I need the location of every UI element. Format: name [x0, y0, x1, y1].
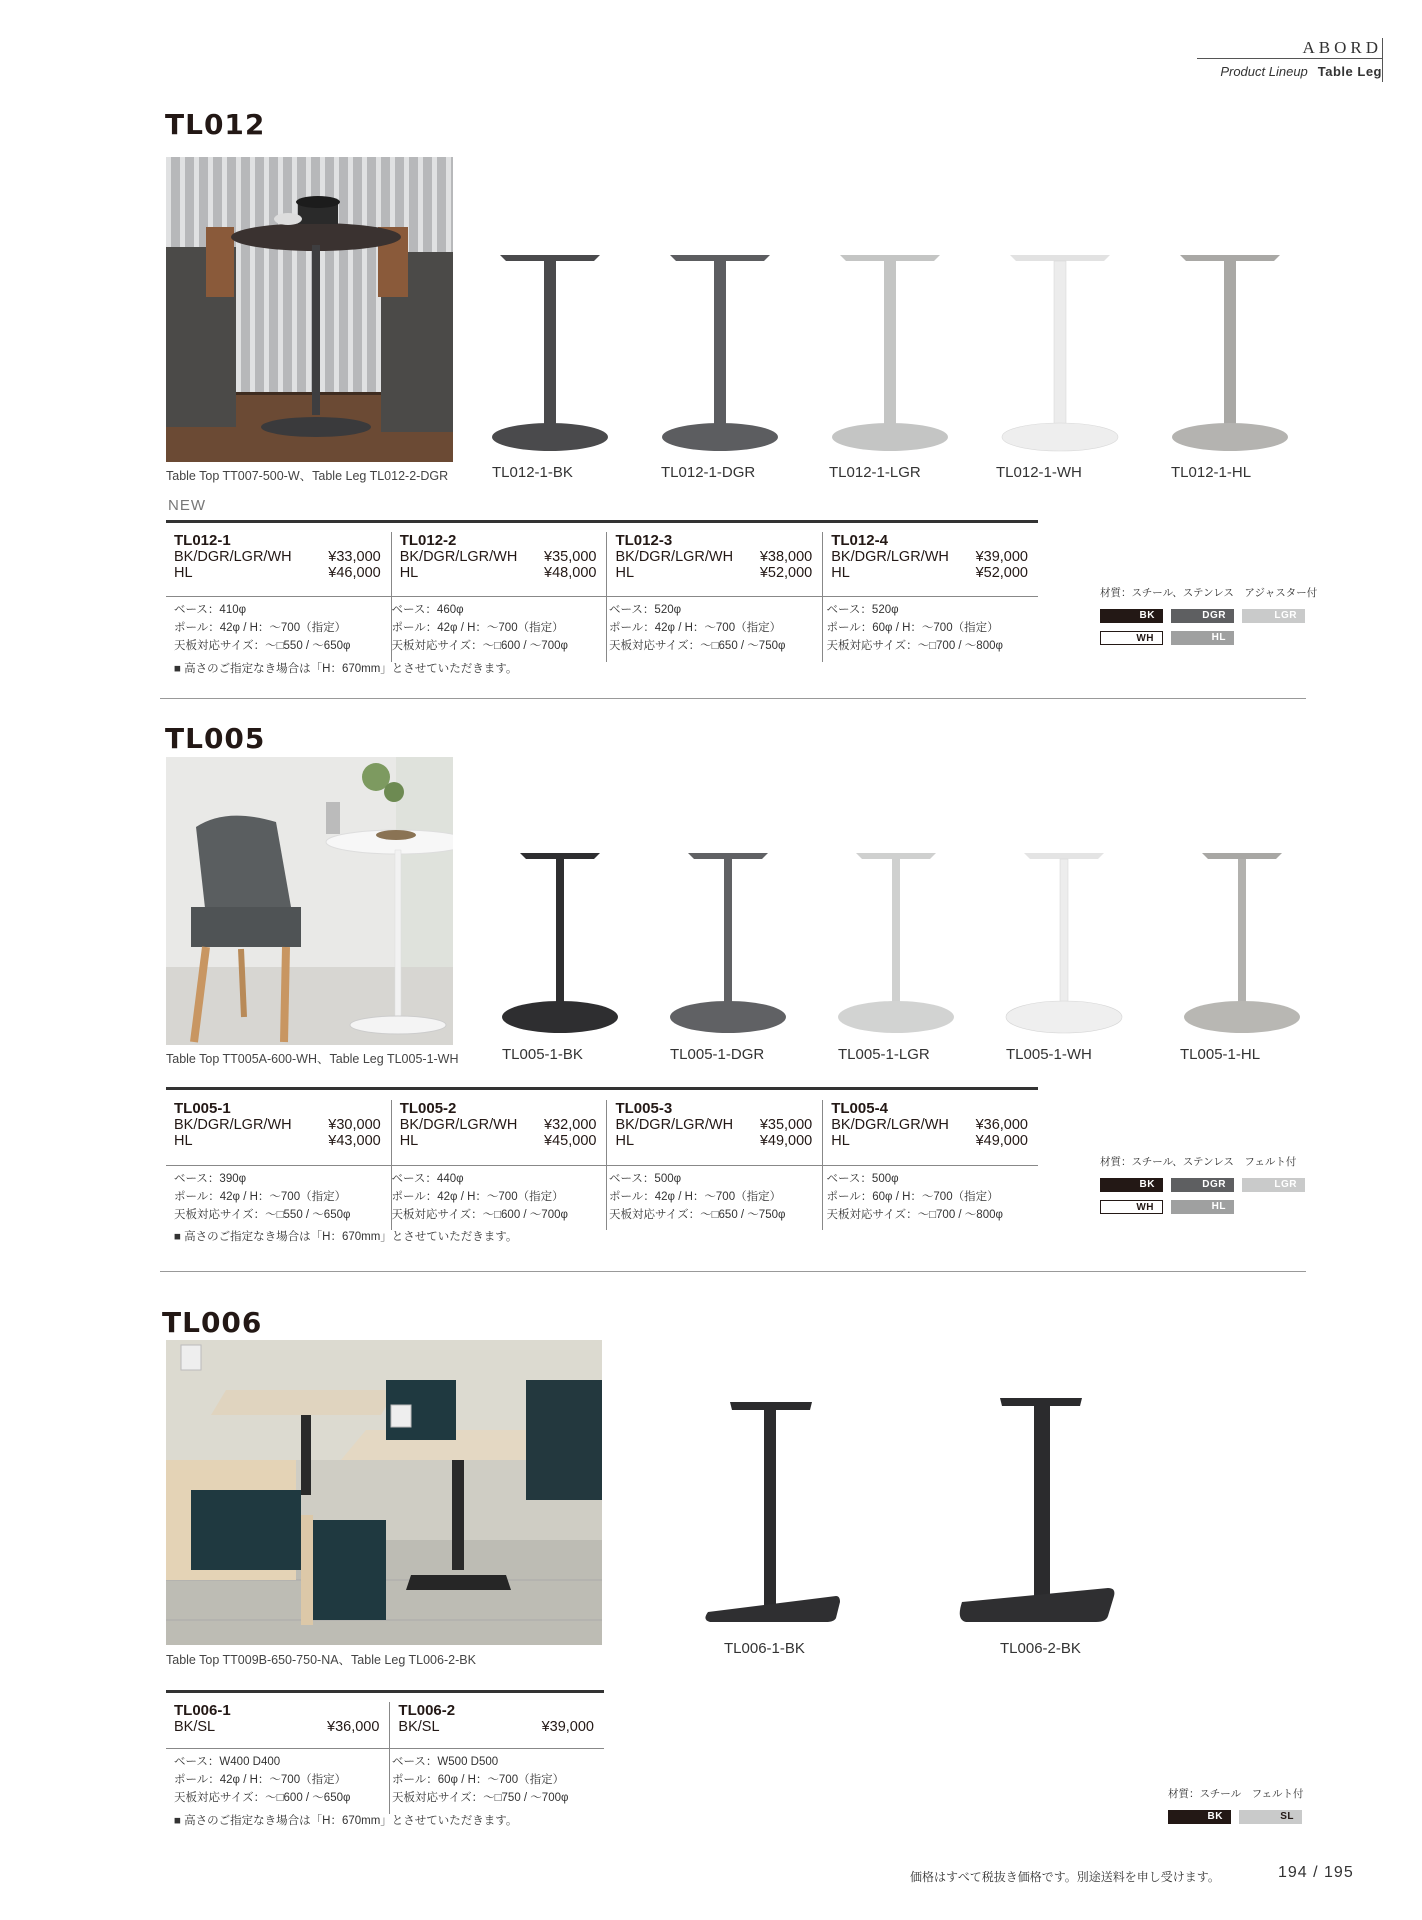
spec-tl012-4: ベース：520φ ポール：60φ / H：〜700（指定） 天板対応サイズ：〜□700 / 〜800φ — [826, 604, 1003, 652]
price-row — [831, 1133, 1028, 1149]
leg-label-tl005-wh: TL005-1-WH — [1006, 1046, 1092, 1063]
header-rule — [1197, 58, 1382, 59]
leg-label-tl005-hl: TL005-1-HL — [1180, 1046, 1261, 1063]
leg-tl005-hl — [1184, 853, 1300, 1033]
table-top-rule-tl006 — [166, 1690, 604, 1693]
finish: BK/DGR/LGR/WH — [615, 1117, 734, 1133]
swatch-bk: BK — [1168, 1810, 1231, 1824]
price-row — [174, 549, 381, 565]
finish: BK/DGR/LGR/WH — [174, 1117, 292, 1133]
swatches-tl012 — [1100, 609, 1310, 645]
swatch-dgr: DGR — [1171, 609, 1234, 623]
finish: HL — [399, 1133, 419, 1149]
price-row — [831, 1117, 1028, 1133]
price-row — [615, 1117, 812, 1133]
leg-tl006-1-bk — [705, 1402, 840, 1622]
table-mid-rule-tl006 — [166, 1748, 604, 1749]
table-top-rule-tl012 — [166, 520, 1038, 523]
price-row — [831, 565, 1028, 581]
section-divider — [160, 1271, 1306, 1272]
price: ¥36,000 — [327, 1719, 380, 1735]
spec-tl012-2: ベース：460φ ポール：42φ / H：〜700（指定） 天板対応サイズ：〜□600 / 〜700φ — [391, 604, 568, 652]
finish: BK/SL — [398, 1719, 440, 1735]
price-row — [398, 1719, 594, 1735]
leg-tl005-bk — [502, 853, 618, 1033]
swatch-lgr: LGR — [1242, 1178, 1305, 1192]
leg-label-tl006-2-bk: TL006-2-BK — [1000, 1640, 1081, 1657]
tax-note: 価格はすべて税抜き価格です。別途送料を申し受けます。 — [910, 1870, 1220, 1884]
price: ¥45,000 — [544, 1133, 597, 1149]
price: ¥35,000 — [759, 1117, 813, 1133]
leg-images-tl005 — [490, 845, 1340, 1045]
model-name: TL012-1 — [174, 532, 231, 549]
leg-tl012-dgr — [662, 255, 778, 451]
leg-label-tl012-wh: TL012-1-WH — [996, 464, 1082, 481]
price: ¥35,000 — [544, 549, 597, 565]
finish: HL — [831, 1133, 850, 1149]
swatch-dgr: DGR — [1171, 1178, 1234, 1192]
leg-label-tl012-dgr: TL012-1-DGR — [661, 464, 756, 481]
finish: BK/DGR/LGR/WH — [174, 549, 292, 565]
price: ¥43,000 — [328, 1133, 381, 1149]
brand-name: ABORD — [1302, 38, 1382, 57]
spec-tl005-3: ベース：500φ ポール：42φ / H：〜700（指定） 天板対応サイズ：〜□650 / 〜750φ — [609, 1173, 786, 1221]
spec-tl012-3: ベース：520φ ポール：42φ / H：〜700（指定） 天板対応サイズ：〜□650 / 〜750φ — [609, 604, 786, 652]
spec-details-tl005 — [174, 1170, 1044, 1224]
leg-images-tl012 — [480, 245, 1330, 460]
spec-details-tl006 — [174, 1753, 614, 1807]
spec-tl005-2: ベース：440φ ポール：42φ / H：〜700（指定） 天板対応サイズ：〜□600 / 〜700φ — [391, 1173, 568, 1221]
price: ¥39,000 — [541, 1719, 594, 1735]
table-top-rule-tl005 — [166, 1087, 1038, 1090]
table-mid-rule-tl005 — [166, 1165, 1038, 1166]
price-row — [400, 549, 597, 565]
swatches-tl006 — [1168, 1810, 1318, 1824]
model-name: TL012-2 — [399, 532, 457, 549]
spec-tl012-1: ベース：410φ ポール：42φ / H：〜700（指定） 天板対応サイズ：〜□550 / 〜650φ — [174, 604, 351, 652]
leg-label-tl005-lgr: TL005-1-LGR — [838, 1046, 930, 1063]
price: ¥46,000 — [328, 565, 381, 581]
leg-tl005-dgr — [670, 853, 786, 1033]
finish: HL — [615, 565, 635, 581]
photo-tl005 — [166, 757, 453, 1045]
leg-tl012-hl — [1172, 255, 1288, 451]
height-note-tl005: ■ 高さのご指定なき場合は「H：670mm」とさせていただきます。 — [174, 1231, 518, 1243]
leg-label-tl012-hl: TL012-1-HL — [1171, 464, 1252, 481]
price: ¥49,000 — [759, 1133, 813, 1149]
swatch-sl: SL — [1239, 1810, 1302, 1824]
leg-tl005-wh — [1006, 853, 1122, 1033]
leg-tl012-wh — [1002, 255, 1118, 451]
lineup-label: Product Lineup — [1220, 64, 1308, 79]
section-title-tl012: TL012 — [165, 108, 266, 141]
spec-tl006-2: ベース：W500 D500 ポール：60φ / H：〜700（指定） 天板対応サイズ：〜□750 / 〜700φ — [392, 1756, 569, 1804]
page-numbers: 194 / 195 — [1278, 1864, 1354, 1881]
price-row — [174, 565, 381, 581]
spec-details-tl012 — [174, 601, 1044, 655]
swatch-wh: WH — [1100, 1200, 1163, 1214]
model-name: TL012-3 — [615, 532, 673, 549]
leg-tl012-lgr — [832, 255, 948, 451]
model-name: TL005-3 — [615, 1100, 673, 1117]
price-row — [174, 1719, 379, 1735]
finish: HL — [174, 1133, 193, 1149]
finish: HL — [399, 565, 419, 581]
price-row — [400, 565, 597, 581]
finish: BK/DGR/LGR/WH — [399, 549, 518, 565]
leg-images-tl006 — [700, 1390, 1140, 1630]
price: ¥52,000 — [975, 565, 1028, 581]
category-label: Table Leg — [1317, 64, 1382, 79]
price: ¥32,000 — [544, 1117, 597, 1133]
caption-tl005: Table Top TT005A-600-WH、Table Leg TL005-1-WH — [166, 1052, 459, 1066]
section-title-tl005: TL005 — [165, 722, 266, 755]
table-mid-rule-tl012 — [166, 596, 1038, 597]
caption-tl012: Table Top TT007-500-W、Table Leg TL012-2-DGR — [166, 469, 449, 483]
price-row — [615, 549, 812, 565]
header-vrule — [1382, 38, 1383, 82]
leg-label-tl012-bk: TL012-1-BK — [492, 464, 573, 481]
price: ¥36,000 — [975, 1117, 1028, 1133]
swatch-bk: BK — [1100, 609, 1163, 623]
section-title-tl006: TL006 — [162, 1306, 263, 1339]
price: ¥48,000 — [544, 565, 597, 581]
swatch-bk: BK — [1100, 1178, 1163, 1192]
header-lineup — [1220, 64, 1382, 79]
swatch-hl: HL — [1171, 1200, 1234, 1214]
price-row — [400, 1133, 597, 1149]
material-tl006: 材質：スチール フェルト付 — [1168, 1788, 1304, 1800]
height-note-tl012: ■ 高さのご指定なき場合は「H：670mm」とさせていただきます。 — [174, 663, 518, 675]
new-label: NEW — [168, 497, 206, 514]
price-row — [615, 565, 812, 581]
leg-label-tl005-dgr: TL005-1-DGR — [670, 1046, 765, 1063]
price-row — [615, 1133, 812, 1149]
leg-label-tl012-lgr: TL012-1-LGR — [829, 464, 921, 481]
spec-tl005-1: ベース：390φ ポール：42φ / H：〜700（指定） 天板対応サイズ：〜□550 / 〜650φ — [174, 1173, 351, 1221]
finish: BK/DGR/LGR/WH — [615, 549, 734, 565]
finish: BK/DGR/LGR/WH — [831, 549, 949, 565]
swatch-lgr: LGR — [1242, 609, 1305, 623]
photo-tl006 — [166, 1340, 602, 1645]
caption-tl006: Table Top TT009B-650-750-NA、Table Leg TL006-2-BK — [166, 1653, 476, 1667]
price-row — [174, 1117, 381, 1133]
height-note-tl006: ■ 高さのご指定なき場合は「H：670mm」とさせていただきます。 — [174, 1815, 518, 1827]
finish: BK/SL — [174, 1719, 216, 1735]
finish: HL — [831, 565, 850, 581]
price: ¥38,000 — [759, 549, 813, 565]
model-name: TL005-4 — [831, 1100, 888, 1117]
swatches-tl005 — [1100, 1178, 1310, 1214]
price: ¥33,000 — [328, 549, 381, 565]
price-row — [400, 1117, 597, 1133]
price: ¥49,000 — [975, 1133, 1028, 1149]
leg-tl005-lgr — [838, 853, 954, 1033]
swatch-hl: HL — [1171, 631, 1234, 645]
swatch-wh: WH — [1100, 631, 1163, 645]
spec-tl006-1: ベース：W400 D400 ポール：42φ / H：〜700（指定） 天板対応サイズ：〜□600 / 〜650φ — [174, 1756, 351, 1804]
material-tl012: 材質：スチール、ステンレス アジャスター付 — [1100, 587, 1318, 599]
model-name: TL005-2 — [399, 1100, 457, 1117]
model-name: TL012-4 — [831, 532, 888, 549]
price: ¥30,000 — [328, 1117, 381, 1133]
model-name: TL006-1 — [174, 1702, 231, 1719]
leg-tl012-bk — [492, 255, 608, 451]
price: ¥39,000 — [975, 549, 1028, 565]
price: ¥52,000 — [759, 565, 813, 581]
leg-tl006-2-bk — [960, 1398, 1115, 1622]
model-name: TL005-1 — [174, 1100, 231, 1117]
spec-tl005-4: ベース：500φ ポール：60φ / H：〜700（指定） 天板対応サイズ：〜□700 / 〜800φ — [826, 1173, 1003, 1221]
finish: BK/DGR/LGR/WH — [399, 1117, 518, 1133]
photo-tl012 — [166, 157, 453, 462]
finish: HL — [174, 565, 193, 581]
price-row — [831, 549, 1028, 565]
finish: HL — [615, 1133, 635, 1149]
price-row — [174, 1133, 381, 1149]
leg-label-tl006-1-bk: TL006-1-BK — [724, 1640, 805, 1657]
model-name: TL006-2 — [398, 1702, 456, 1719]
section-divider — [160, 698, 1306, 699]
leg-label-tl005-bk: TL005-1-BK — [502, 1046, 583, 1063]
material-tl005: 材質：スチール、ステンレス フェルト付 — [1100, 1156, 1297, 1168]
finish: BK/DGR/LGR/WH — [831, 1117, 949, 1133]
